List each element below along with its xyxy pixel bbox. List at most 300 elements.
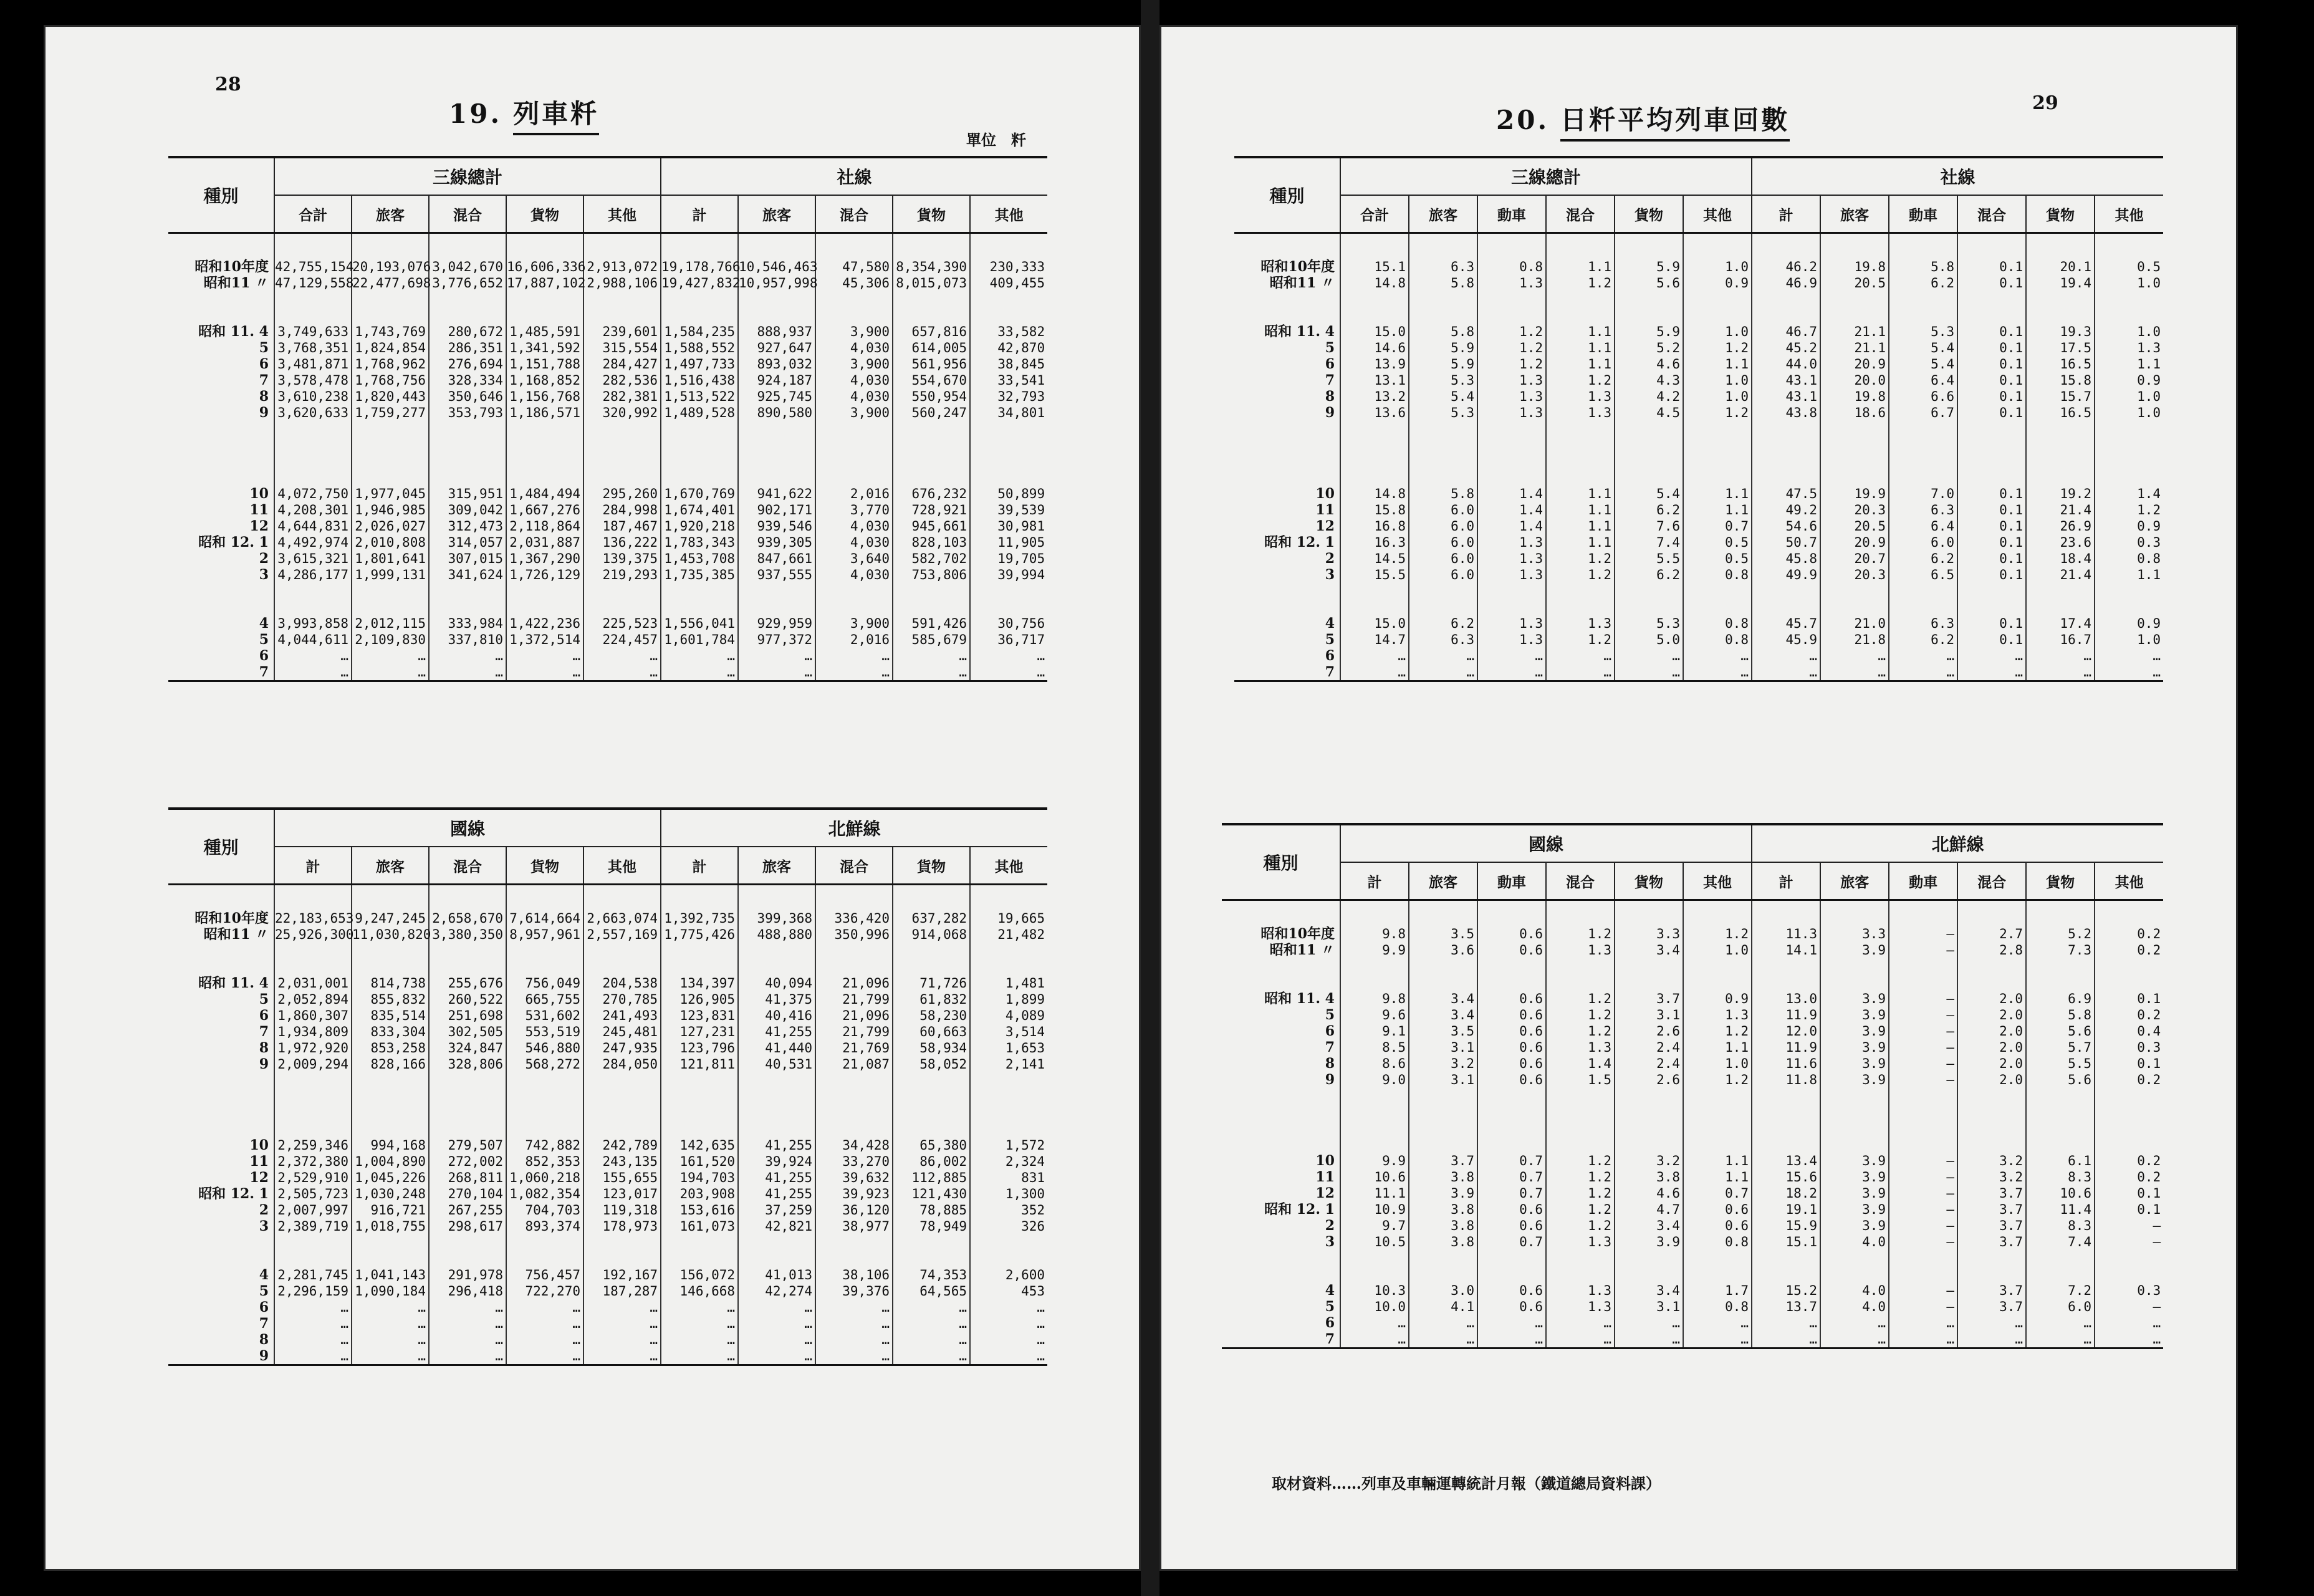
- table-cell: 0.6: [1477, 991, 1546, 1007]
- table-cell: 19.8: [1820, 388, 1889, 405]
- table-cell: …: [738, 1299, 815, 1315]
- table-cell: 1,735,385: [661, 567, 738, 583]
- table-cell: 153,616: [661, 1202, 738, 1218]
- table-cell: 1,977,045: [352, 486, 429, 502]
- spacer-cell: [1340, 291, 1409, 324]
- spacer-cell: [2095, 1120, 2163, 1153]
- spacer-cell: [970, 291, 1047, 324]
- table-cell: 0.6: [1477, 1201, 1546, 1218]
- row-label: 9: [259, 1056, 269, 1072]
- row-label: 7: [259, 664, 269, 680]
- table-cell: 2,505,723: [274, 1186, 352, 1202]
- table-cell: 1.4: [2095, 486, 2163, 502]
- table-cell: 21,087: [815, 1056, 893, 1072]
- spacer-cell: [506, 233, 583, 259]
- table-footer: [168, 1365, 1047, 1368]
- spacer-cell: [1546, 291, 1615, 324]
- table-cell: 1,768,962: [352, 356, 429, 372]
- table-cell: 2,118,864: [506, 518, 583, 534]
- table-cell: 6.2: [1889, 632, 1957, 648]
- table-row: [168, 1299, 1047, 1315]
- table-cell: 3.9: [1820, 1153, 1889, 1169]
- table-cell: 914,068: [893, 926, 970, 943]
- table-cell: 3.9: [1820, 1023, 1889, 1039]
- spacer-cell: [893, 943, 970, 975]
- table-cell: 5.8: [1889, 259, 1957, 275]
- table-cell: 1.0: [2095, 388, 2163, 405]
- table-cell: 5.4: [1889, 340, 1957, 356]
- table-cell: 4,072,750: [274, 486, 352, 502]
- table-cell: —: [1889, 1201, 1957, 1218]
- table-cell: 1.2: [1546, 275, 1615, 291]
- spacer-cell: [893, 583, 970, 615]
- spacer-cell: [2026, 1088, 2095, 1120]
- table-cell: 315,951: [429, 486, 506, 502]
- table-cell: 41,255: [738, 1137, 815, 1153]
- row-label: 10: [1315, 1153, 1335, 1169]
- table-cell: 9.0: [1340, 1072, 1409, 1088]
- spacer-cell: [1234, 453, 1340, 486]
- table-row: [1222, 1185, 2163, 1201]
- table-cell: 1,768,756: [352, 372, 429, 388]
- table-cell: 1.2: [1546, 1185, 1615, 1201]
- table-cell: 2,109,830: [352, 632, 429, 648]
- table-cell: …: [1820, 648, 1889, 664]
- table-cell: …: [1409, 1331, 1477, 1348]
- table-cell: …: [274, 1315, 352, 1332]
- spacer-cell: [738, 943, 815, 975]
- spacer-cell: [970, 1105, 1047, 1137]
- table-cell: 1,041,143: [352, 1267, 429, 1283]
- table-cell: 756,457: [506, 1267, 583, 1283]
- table-row: [1222, 1201, 2163, 1218]
- table-cell: 4.7: [1615, 1201, 1683, 1218]
- unit-label: 單位 粁: [966, 131, 1026, 149]
- table-cell: 11.3: [1752, 926, 1820, 942]
- table-cell: 45.2: [1752, 340, 1820, 356]
- spacer-cell: [970, 233, 1047, 259]
- table-cell: 6.4: [1889, 372, 1957, 388]
- table-cell: …: [815, 1299, 893, 1315]
- table-row: [168, 1315, 1047, 1332]
- table-cell: 123,831: [661, 1007, 738, 1024]
- table-cell: 4,644,831: [274, 518, 352, 534]
- table-cell: 41,375: [738, 991, 815, 1007]
- column-header: 旅客: [1820, 195, 1889, 233]
- table-cell: 20.5: [1820, 518, 1889, 534]
- table-cell: 286,351: [429, 340, 506, 356]
- group-header-row: [1222, 824, 2163, 862]
- spacer-cell: [1889, 291, 1957, 324]
- table-cell: 5.6: [1615, 275, 1683, 291]
- table-cell: 203,908: [661, 1186, 738, 1202]
- table-cell: …: [352, 1348, 429, 1365]
- table-cell: 16.5: [2026, 405, 2095, 421]
- spacer-cell: [1683, 1250, 1752, 1282]
- table-cell: —: [1889, 1007, 1957, 1023]
- spacer-cell: [1957, 958, 2026, 991]
- table-cell: 1,824,854: [352, 340, 429, 356]
- spacer-cell: [1546, 421, 1615, 453]
- spacer-cell: [1957, 1250, 2026, 1282]
- table-cell: 1.4: [1477, 502, 1546, 518]
- spacer-cell: [1409, 291, 1477, 324]
- table-cell: 0.6: [1477, 1055, 1546, 1072]
- spacer-cell: [1222, 900, 1340, 926]
- table-cell: 1.1: [1546, 356, 1615, 372]
- row-label: 9: [259, 405, 269, 421]
- table-cell: 5.6: [2026, 1023, 2095, 1039]
- table-cell: 0.1: [2095, 1185, 2163, 1201]
- table-cell: 1,392,735: [661, 910, 738, 926]
- spacer-cell: [506, 1105, 583, 1137]
- table-row: [168, 1186, 1047, 1202]
- table-cell: 753,806: [893, 567, 970, 583]
- spacer-row: [1222, 1250, 2163, 1282]
- table-row: [168, 1267, 1047, 1283]
- table-cell: 14.7: [1340, 632, 1409, 648]
- table-cell: 19.9: [1820, 486, 1889, 502]
- column-header: 計: [1340, 862, 1409, 900]
- spacer-cell: [738, 583, 815, 615]
- table-cell: 4,030: [815, 518, 893, 534]
- book-gutter: [1141, 0, 1159, 1596]
- spacer-cell: [1889, 453, 1957, 486]
- table-cell: 1,168,852: [506, 372, 583, 388]
- footer-rule: [1222, 1348, 2163, 1351]
- table-cell: 241,493: [583, 1007, 661, 1024]
- spacer-cell: [661, 885, 738, 911]
- table-cell: 0.3: [2095, 1282, 2163, 1299]
- table-cell: 9.7: [1340, 1218, 1409, 1234]
- table-cell: 15.7: [2026, 388, 2095, 405]
- table-body: [168, 233, 1047, 681]
- spacer-cell: [429, 1105, 506, 1137]
- spacer-cell: [893, 885, 970, 911]
- table-cell: 1,972,920: [274, 1040, 352, 1056]
- table-cell: 568,272: [506, 1056, 583, 1072]
- table-cell: 1,018,755: [352, 1218, 429, 1234]
- spacer-cell: [815, 291, 893, 324]
- table-cell: 1.1: [1683, 1039, 1752, 1055]
- table-cell: …: [2026, 1315, 2095, 1331]
- table-cell: 1,151,788: [506, 356, 583, 372]
- table-cell: 704,703: [506, 1202, 583, 1218]
- column-header: 混合: [815, 847, 893, 885]
- table-cell: 6.2: [1615, 502, 1683, 518]
- row-label: 昭和 11. 4: [1264, 324, 1335, 340]
- table-cell: 0.1: [1957, 534, 2026, 550]
- table-cell: 178,973: [583, 1218, 661, 1234]
- table-cell: 1.3: [1477, 534, 1546, 550]
- table-row: [1234, 259, 2163, 275]
- row-label: 4: [1325, 1282, 1335, 1299]
- table-cell: 0.1: [2095, 1055, 2163, 1072]
- row-label: 7: [259, 1315, 269, 1332]
- table-cell: 937,555: [738, 567, 815, 583]
- table-cell: 0.4: [2095, 1023, 2163, 1039]
- table-cell: 7.0: [1889, 486, 1957, 502]
- table-cell: …: [1957, 1315, 2026, 1331]
- table-cell: 0.8: [1683, 1299, 1752, 1315]
- table-cell: 1,045,226: [352, 1170, 429, 1186]
- table-cell: 1,556,041: [661, 615, 738, 632]
- table-cell: 6.0: [1409, 534, 1477, 550]
- table-cell: …: [1409, 648, 1477, 664]
- table-cell: 243,135: [583, 1153, 661, 1170]
- table-cell: 279,507: [429, 1137, 506, 1153]
- spacer-cell: [815, 885, 893, 911]
- row-label: 3: [1325, 567, 1335, 583]
- spacer-cell: [1340, 1088, 1409, 1120]
- table-cell: 4.5: [1615, 405, 1683, 421]
- table-cell: 7.4: [1615, 534, 1683, 550]
- table-cell: —: [1889, 1234, 1957, 1250]
- table-cell: 3,768,351: [274, 340, 352, 356]
- table-cell: 2,988,106: [583, 275, 661, 291]
- table-cell: 119,318: [583, 1202, 661, 1218]
- table-cell: …: [1820, 1315, 1889, 1331]
- row-label: 5: [1325, 340, 1335, 356]
- spacer-cell: [2095, 900, 2163, 926]
- table-cell: 1.2: [2095, 502, 2163, 518]
- spacer-cell: [274, 291, 352, 324]
- source-note: 取材資料……列車及車輛運轉統計月報（鐵道總局資料課）: [1272, 1474, 1661, 1493]
- table-cell: 1,481: [970, 975, 1047, 991]
- spacer-cell: [1957, 583, 2026, 615]
- spacer-cell: [2026, 583, 2095, 615]
- table-cell: 39,994: [970, 567, 1047, 583]
- table-cell: 21,096: [815, 1007, 893, 1024]
- table-cell: —: [1889, 926, 1957, 942]
- table-cell: 6.0: [2026, 1299, 2095, 1315]
- spacer-cell: [1546, 958, 1615, 991]
- table-row: [168, 518, 1047, 534]
- table-cell: …: [1820, 664, 1889, 681]
- table-cell: 3,776,652: [429, 275, 506, 291]
- table-cell: …: [1957, 664, 2026, 681]
- table-cell: 3,615,321: [274, 550, 352, 567]
- table-cell: 1,899: [970, 991, 1047, 1007]
- table-cell: 194,703: [661, 1170, 738, 1186]
- spacer-cell: [168, 421, 274, 453]
- spacer-cell: [274, 453, 352, 486]
- table-cell: 10.0: [1340, 1299, 1409, 1315]
- spacer-cell: [429, 885, 506, 911]
- spacer-cell: [1615, 583, 1683, 615]
- spacer-cell: [738, 291, 815, 324]
- column-header: 其他: [1683, 195, 1752, 233]
- table-cell: 58,934: [893, 1040, 970, 1056]
- spacer-cell: [168, 1105, 274, 1137]
- spacer-cell: [1683, 583, 1752, 615]
- table-cell: 3.0: [1409, 1282, 1477, 1299]
- table-cell: 21.0: [1820, 615, 1889, 632]
- table-cell: 1,497,733: [661, 356, 738, 372]
- table-cell: 39,924: [738, 1153, 815, 1170]
- table-row: [168, 259, 1047, 275]
- column-header: 混合: [1546, 195, 1615, 233]
- table-row: [168, 1218, 1047, 1234]
- table-cell: …: [1615, 664, 1683, 681]
- table-cell: 15.1: [1340, 259, 1409, 275]
- table-cell: 284,050: [583, 1056, 661, 1072]
- table-cell: 5.2: [1615, 340, 1683, 356]
- table-cell: 0.5: [2095, 259, 2163, 275]
- table-cell: 20,193,076: [352, 259, 431, 274]
- table-cell: …: [1752, 648, 1820, 664]
- spacer-cell: [1752, 453, 1820, 486]
- table-cell: 5.9: [1409, 356, 1477, 372]
- table-cell: 3,042,670: [429, 259, 506, 275]
- table-cell: 1.0: [1683, 388, 1752, 405]
- table-cell: 0.9: [2095, 518, 2163, 534]
- spacer-cell: [274, 583, 352, 615]
- spacer-cell: [661, 1105, 738, 1137]
- row-label: 昭和10年度: [1260, 926, 1335, 942]
- table-cell: 5.3: [1615, 615, 1683, 632]
- table-cell: 3.4: [1409, 991, 1477, 1007]
- table-cell: 3,770: [815, 502, 893, 518]
- spacer-cell: [1820, 1250, 1889, 1282]
- table-cell: 86,002: [893, 1153, 970, 1170]
- table-cell: 924,187: [738, 372, 815, 388]
- spacer-cell: [1409, 1120, 1477, 1153]
- table-cell: 8,354,390: [893, 259, 970, 275]
- row-label: 昭和10年度: [1260, 259, 1335, 275]
- table-cell: 49.9: [1752, 567, 1820, 583]
- table-cell: …: [506, 1315, 583, 1332]
- spacer-cell: [1683, 453, 1752, 486]
- row-label: 9: [1325, 1072, 1335, 1088]
- table-cell: 4,030: [815, 534, 893, 550]
- table-body: [1234, 233, 2163, 681]
- table-cell: 3,900: [815, 405, 893, 421]
- table-cell: 3.8: [1409, 1201, 1477, 1218]
- table-cell: 0.7: [1477, 1234, 1546, 1250]
- table-cell: 756,049: [506, 975, 583, 991]
- table-cell: 3.9: [1820, 1169, 1889, 1185]
- table-cell: 14.8: [1340, 275, 1409, 291]
- table-cell: …: [661, 1348, 738, 1365]
- spacer-row: [168, 233, 1047, 259]
- spacer-cell: [274, 233, 352, 259]
- table-cell: 1.0: [1683, 372, 1752, 388]
- table-row: [1234, 648, 2163, 664]
- spacer-cell: [1683, 233, 1752, 259]
- table-cell: 9,247,245: [352, 910, 429, 926]
- table-cell: 42,755,154: [275, 259, 354, 274]
- table-cell: 591,426: [893, 615, 970, 632]
- data-table: [1234, 156, 2163, 683]
- table-cell: 488,880: [738, 926, 815, 943]
- row-label: 2: [1325, 550, 1335, 567]
- table-cell: 61,832: [893, 991, 970, 1007]
- row-label: 3: [259, 1218, 269, 1234]
- table-cell: …: [1340, 648, 1409, 664]
- table-cell: 298,617: [429, 1218, 506, 1234]
- spacer-cell: [661, 1072, 738, 1105]
- table-cell: 239,601: [583, 324, 661, 340]
- table-row: [168, 632, 1047, 648]
- table-cell: 295,260: [583, 486, 661, 502]
- spacer-cell: [1477, 1120, 1546, 1153]
- table-cell: …: [970, 1315, 1047, 1332]
- spacer-cell: [738, 1234, 815, 1267]
- table-cell: 1.2: [1683, 1023, 1752, 1039]
- column-header: 混合: [429, 847, 506, 885]
- table-cell: 1.3: [1546, 1039, 1615, 1055]
- spacer-cell: [1957, 1088, 2026, 1120]
- table-cell: 14.1: [1752, 942, 1820, 958]
- spacer-cell: [1409, 1088, 1477, 1120]
- spacer-cell: [738, 233, 815, 259]
- table-row: [168, 486, 1047, 502]
- table-cell: 12.0: [1752, 1023, 1820, 1039]
- table-row: [1234, 615, 2163, 632]
- table-cell: 3.9: [1820, 1039, 1889, 1055]
- table-body: [1222, 900, 2163, 1348]
- table-cell: …: [2095, 1315, 2163, 1331]
- table-cell: 0.1: [1957, 632, 2026, 648]
- table-cell: …: [2095, 648, 2163, 664]
- table-cell: 2,324: [970, 1153, 1047, 1170]
- spacer-cell: [1615, 421, 1683, 453]
- table-row: [1222, 1153, 2163, 1169]
- table-cell: 350,646: [429, 388, 506, 405]
- table-cell: 2.0: [1957, 1007, 2026, 1023]
- table-cell: 2.0: [1957, 991, 2026, 1007]
- spacer-cell: [1889, 421, 1957, 453]
- right-page: [1159, 25, 2238, 1571]
- table-cell: 46.9: [1752, 275, 1820, 291]
- table-cell: …: [352, 1315, 429, 1332]
- table-row: [168, 1348, 1047, 1365]
- table-cell: 276,694: [429, 356, 506, 372]
- table-cell: …: [1409, 664, 1477, 681]
- table-cell: 19,705: [970, 550, 1047, 567]
- table-cell: —: [1889, 1023, 1957, 1039]
- table-cell: 2,026,027: [352, 518, 429, 534]
- table-cell: 78,949: [893, 1218, 970, 1234]
- table-cell: 1,485,591: [506, 324, 583, 340]
- table-number: 19.: [449, 99, 502, 129]
- table-cell: 5.6: [2026, 1072, 2095, 1088]
- table-row: [1222, 1299, 2163, 1315]
- page-number: 29: [2032, 92, 2058, 114]
- table-cell: …: [583, 1348, 661, 1365]
- table-cell: 5.5: [2026, 1055, 2095, 1072]
- table-cell: 7.6: [1615, 518, 1683, 534]
- spacer-cell: [274, 1234, 352, 1267]
- table-cell: 146,668: [661, 1283, 738, 1299]
- top-table-block: [1234, 156, 2238, 683]
- row-label: 2: [259, 1202, 269, 1218]
- table-cell: 1.3: [1546, 1299, 1615, 1315]
- table-cell: 902,171: [738, 502, 815, 518]
- table-cell: —: [1889, 1299, 1957, 1315]
- table-cell: 15.2: [1752, 1282, 1820, 1299]
- row-label: 3: [259, 567, 269, 583]
- table-cell: 11.8: [1752, 1072, 1820, 1088]
- row-label: 9: [1325, 405, 1335, 421]
- spacer-cell: [168, 291, 274, 324]
- table-cell: 3,900: [815, 356, 893, 372]
- spacer-cell: [2026, 1250, 2095, 1282]
- table-cell: 39,923: [815, 1186, 893, 1202]
- table-cell: 1,775,426: [661, 926, 738, 943]
- table-cell: 3.7: [1409, 1153, 1477, 1169]
